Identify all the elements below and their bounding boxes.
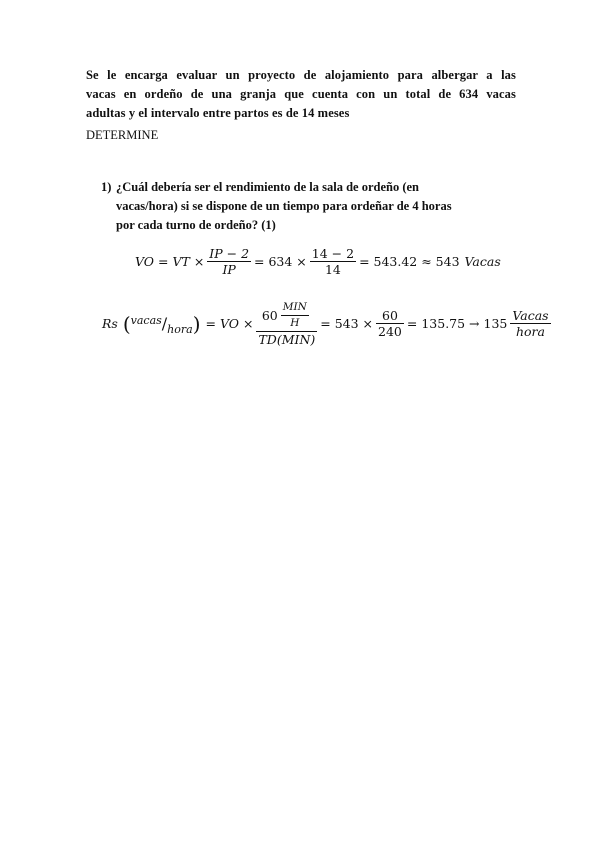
determine-heading: DETERMINE <box>86 128 159 142</box>
eq1-fraction-values <box>310 246 356 277</box>
eq2-fraction-time <box>256 300 317 347</box>
eq2-unit-top: Vacas <box>512 308 549 323</box>
eq1-frac1-denominator: IP <box>222 262 236 277</box>
eq2-num-value: 60 <box>261 308 278 323</box>
equation-1 <box>135 246 501 277</box>
eq2-vo: = VO × <box>205 316 254 331</box>
eq2-num-fraction <box>281 300 309 331</box>
question-line-3: por cada turno de ordeño? (1) <box>116 218 276 232</box>
eq1-frac2-numerator: 14 − 2 <box>311 246 355 261</box>
intro-paragraph <box>86 66 516 123</box>
eq2-frac2-denominator: 240 <box>378 324 402 339</box>
intro-line-2: vacas en ordeño de una granja que cuenta con un total de 634 vacas <box>86 87 516 101</box>
eq2-result: = 135.75 → 135 <box>406 316 508 331</box>
eq2-unit-bottom: hora <box>515 324 545 339</box>
question-line-1: ¿Cuál debería ser el rendimiento de la sala de ordeño (en <box>116 180 419 194</box>
intro-line-1: Se le encarga evaluar un proyecto de alojamiento para albergar a las <box>86 68 516 82</box>
intro-line-3: adultas y el intervalo entre partos es de 14 meses <box>86 106 350 120</box>
question-line-2: vacas/hora) si se dispone de un tiempo para ordeñar de 4 horas <box>116 199 452 213</box>
eq2-lhs-unit-bottom: hora <box>167 323 193 336</box>
question-1 <box>101 178 521 235</box>
question-number: 1) <box>101 180 112 194</box>
eq2-num-frac-top: MIN <box>282 301 307 313</box>
eq1-unit: Vacas <box>464 254 501 269</box>
eq2-lhs-unit: vacas / hora <box>130 314 193 336</box>
eq2-543: = 543 × <box>320 316 374 331</box>
eq2-denominator: TD(MIN) <box>258 332 316 347</box>
eq2-fraction-values <box>376 308 404 339</box>
eq1-frac1-numerator: IP − 2 <box>209 246 250 261</box>
equation-2: Rs ( vacas / hora ) = VO × 60 $\frac{\text{MIN}}{H}$ TD(MIN) = 543 × $\frac{60}{240}$ = 135.75 → 135 $\frac{\text{Vacas}}{\text{hora}}$ <box>102 301 549 347</box>
eq1-middle: = 634 × <box>254 254 307 269</box>
eq1-lhs: VO = VT × <box>135 254 205 269</box>
eq2-frac2-numerator: 60 <box>382 308 398 323</box>
eq2-num-frac-bottom: H <box>290 317 300 329</box>
eq2-lhs-prefix: Rs <box>102 316 118 331</box>
eq2-lhs-unit-top: vacas <box>130 314 162 327</box>
eq1-fraction-ip <box>207 246 251 277</box>
eq2-unit-fraction <box>510 308 550 339</box>
eq1-result: = 543.42 ≈ 543 <box>359 254 460 269</box>
eq1-frac2-denominator: 14 <box>324 262 341 277</box>
